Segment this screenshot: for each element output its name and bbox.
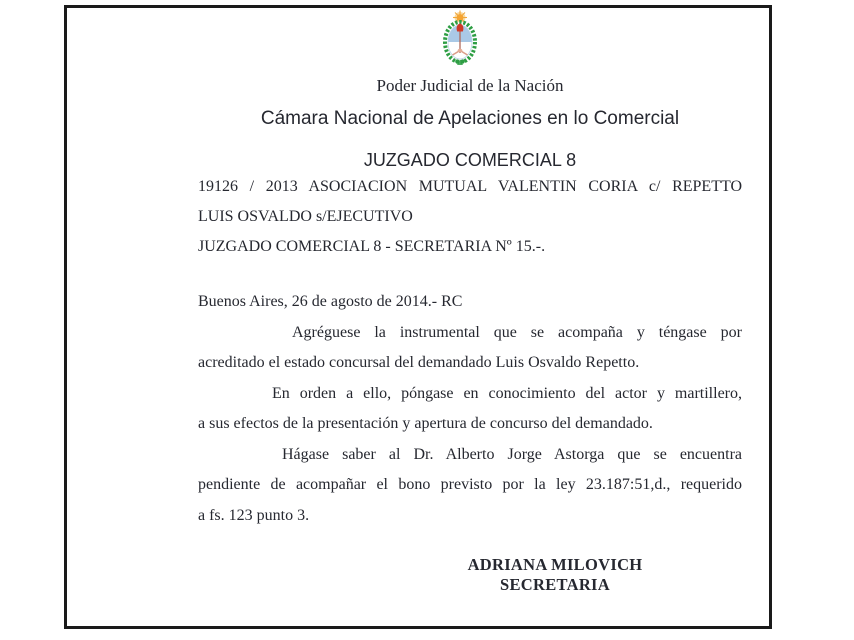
- argentina-coat-of-arms-icon: [437, 10, 483, 66]
- case-caption: [198, 172, 742, 262]
- signature-block: [447, 555, 663, 595]
- institution-name: Poder Judicial de la Nación: [376, 76, 564, 95]
- court-name: Cámara Nacional de Apelaciones en lo Comercial: [260, 108, 680, 129]
- document-page: [64, 5, 772, 629]
- case-caption-line: LUIS OSVALDO s/EJECUTIVO: [198, 208, 413, 225]
- signatory-name: ADRIANA MILOVICH: [467, 555, 643, 574]
- ruling-text-line: En orden a ello, póngase en conocimiento del actor y martillero,: [272, 384, 742, 402]
- ruling-text-line: acreditado el estado concursal del demandado Luis Osvaldo Repetto.: [198, 354, 640, 371]
- case-caption-line: JUZGADO COMERCIAL 8 - SECRETARIA Nº 15.-.: [198, 238, 546, 255]
- case-caption-line: 19126 / 2013 ASOCIACION MUTUAL VALENTIN CORIA c/ REPETTO: [198, 178, 742, 195]
- ruling-text-line: pendiente de acompañar el bono previsto por la ley 23.187:51,d., requerido: [198, 476, 742, 493]
- ruling-text-line: Hágase saber al Dr. Alberto Jorge Astorga que se encuentra: [282, 445, 742, 463]
- signatory-title: SECRETARIA: [500, 575, 610, 594]
- office-name: JUZGADO COMERCIAL 8: [363, 150, 577, 170]
- ruling-body: [198, 287, 742, 531]
- ruling-date-line: Buenos Aires, 26 de agosto de 2014.- RC: [198, 293, 463, 310]
- ruling-text-line: a fs. 123 punto 3.: [198, 506, 310, 524]
- ruling-text-line: a sus efectos de la presentación y apertura de concurso del demandado.: [198, 415, 653, 432]
- ruling-text-line: Agréguese la instrumental que se acompaña y téngase por: [292, 323, 742, 341]
